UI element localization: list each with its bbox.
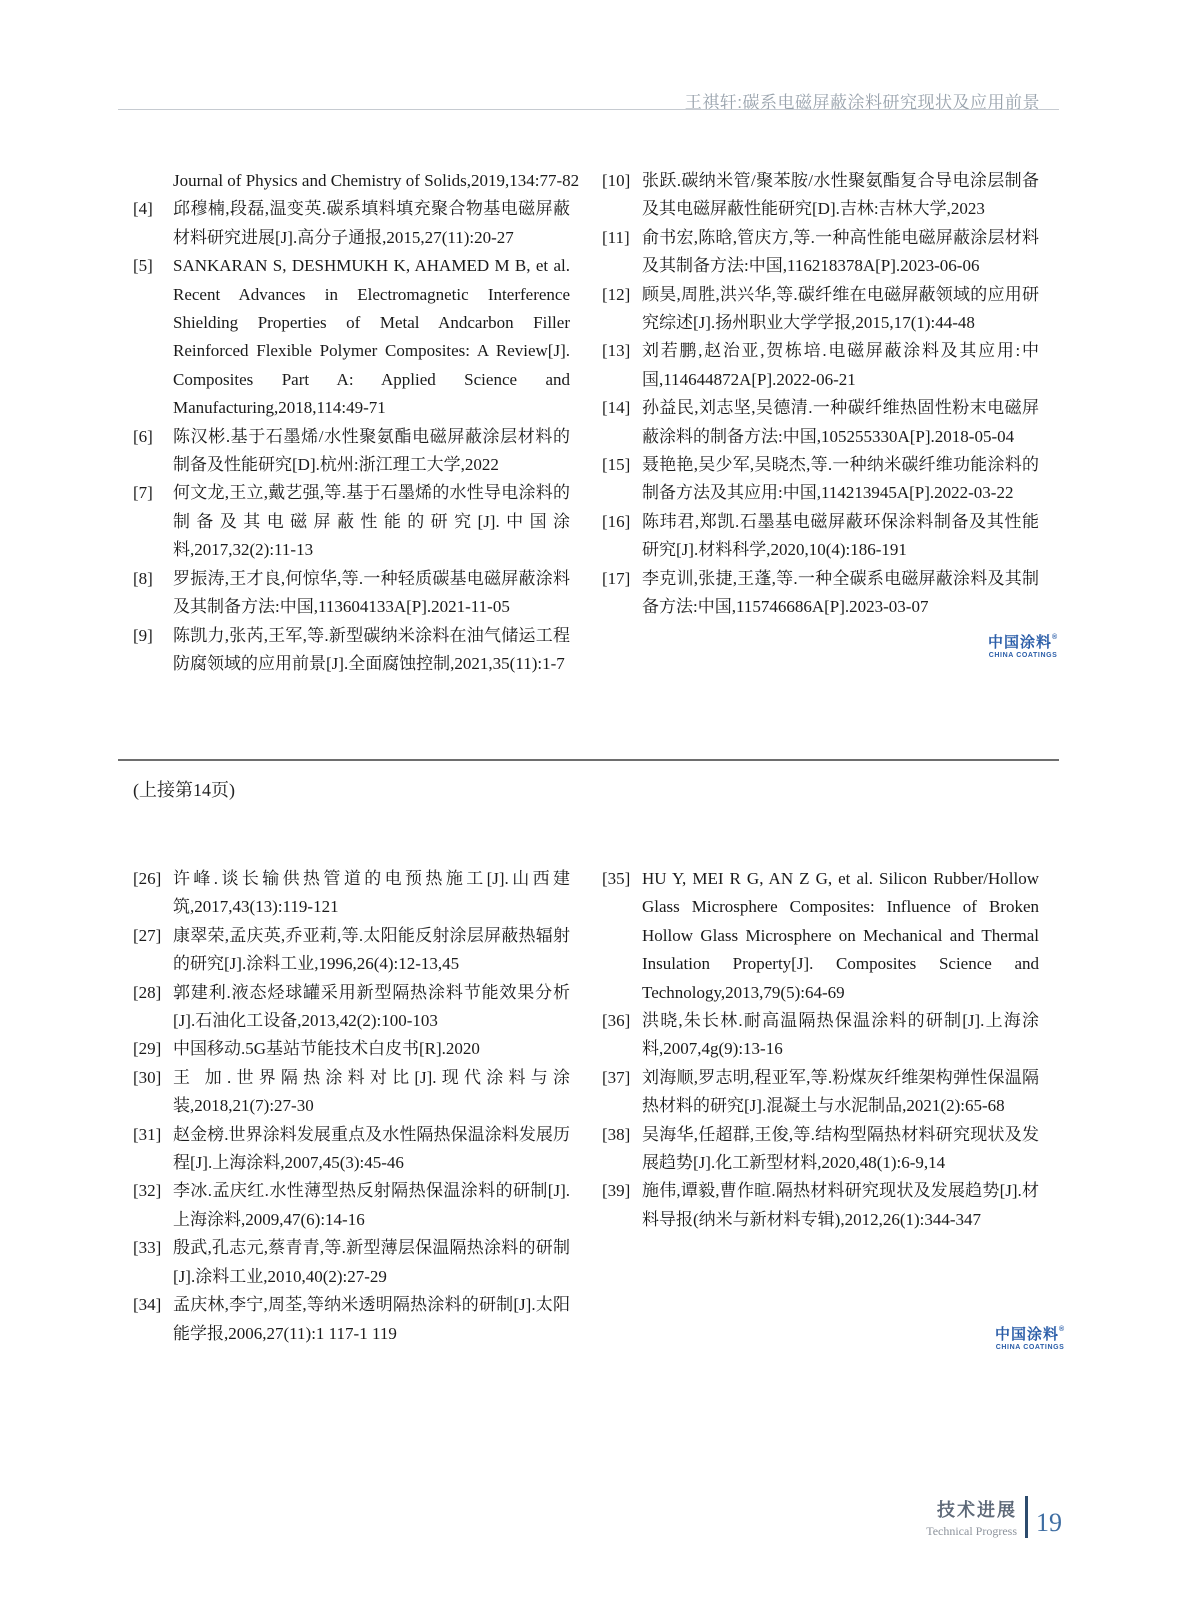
reference-item (133, 1177, 570, 1234)
reference-text: HU Y, MEI R G, AN Z G, et al. Silicon Rubber/Hollow Glass Microsphere Composites: Influence of Broken Hollow Glass Microsphere on Mechanical and Thermal Insulation Property[J]. Composites Science and Technology,2013,79(5):64-69 (642, 869, 1039, 1002)
logo-cn-text: 中国涂料® (995, 1326, 1066, 1343)
references-column-left (133, 865, 570, 1348)
reference-item (602, 1177, 1039, 1234)
reference-number: [37] (602, 1067, 631, 1087)
reference-item (133, 423, 570, 480)
references-section-top (133, 167, 1039, 678)
reference-number: [17] (602, 568, 631, 588)
reference-number: [14] (602, 398, 631, 418)
reference-text: 李冰.孟庆红.水性薄型热反射隔热保温涂料的研制[J].上海涂料,2009,47(6):14-16 (173, 1181, 570, 1229)
reference-number: [32] (133, 1181, 162, 1201)
reference-item (133, 479, 570, 564)
china-coatings-logo (995, 1326, 1065, 1352)
reference-item (133, 922, 570, 979)
reference-number: [34] (133, 1295, 162, 1315)
reference-number: [15] (602, 455, 631, 475)
footer-section-title-en: Technical Progress (926, 1524, 1017, 1538)
reference-number: [8] (133, 568, 153, 588)
reference-number: [29] (133, 1039, 162, 1059)
reference-text: 郭建利.液态烃球罐采用新型隔热涂料节能效果分析[J].石油化工设备,2013,42(2):100-103 (173, 982, 570, 1031)
reference-item (602, 865, 1039, 1007)
logo-en-text: CHINA COATINGS (988, 652, 1058, 660)
references-column-right (602, 865, 1039, 1348)
reference-text: 李克训,张捷,王蓬,等.一种全碳系电磁屏蔽涂料及其制备方法:中国,115746686A[P].2023-03-07 (642, 568, 1039, 617)
reference-number: [16] (602, 511, 631, 531)
reference-text: 俞书宏,陈晗,管庆方,等.一种高性能电磁屏蔽涂层材料及其制备方法:中国,116218378A[P].2023-06-06 (642, 227, 1039, 276)
reference-number: [30] (133, 1067, 162, 1087)
reference-text: 陈凯力,张芮,王军,等.新型碳纳米涂料在油气储运工程防腐领域的应用前景[J].全面腐蚀控制,2021,35(11):1-7 (173, 625, 570, 673)
header-rule (118, 109, 1059, 110)
reference-number: [38] (602, 1124, 631, 1144)
reference-number: [39] (602, 1181, 631, 1201)
reference-number: [35] (602, 869, 631, 888)
reference-number: [28] (133, 982, 162, 1002)
page-footer (926, 1496, 1062, 1539)
reference-item (133, 195, 570, 252)
reference-text: 孟庆林,李宁,周荃,等纳米透明隔热涂料的研制[J].太阳能学报,2006,27(11):1 117-1 119 (173, 1295, 570, 1343)
reference-text: 顾昊,周胜,洪兴华,等.碳纤维在电磁屏蔽领域的应用研究综述[J].扬州职业大学学报,2015,17(1):44-48 (642, 284, 1039, 333)
reference-text: 孙益民,刘志坚,吴德清.一种碳纤维热固性粉末电磁屏蔽涂料的制备方法:中国,105255330A[P].2018-05-04 (642, 398, 1039, 446)
reference-item (133, 1234, 570, 1291)
reference-text: 中国移动.5G基站节能技术白皮书[R].2020 (173, 1039, 480, 1059)
logo-en-text: CHINA COATINGS (995, 1344, 1065, 1352)
reference-number: [10] (602, 171, 631, 190)
registered-mark: ® (1059, 1326, 1066, 1333)
reference-item (602, 508, 1039, 565)
section-divider (118, 759, 1059, 761)
reference-text: 施伟,谭毅,曹作暄.隔热材料研究现状及发展趋势[J].材料导报(纳米与新材料专辑),2012,26(1):344-347 (642, 1181, 1039, 1229)
reference-item (133, 622, 570, 679)
reference-text: 洪晓,朱长林.耐高温隔热保温涂料的研制[J].上海涂料,2007,4g(9):13-16 (642, 1011, 1039, 1059)
footer-divider-bar (1025, 1496, 1028, 1538)
reference-text: 吴海华,任超群,王俊,等.结构型隔热材料研究现状及发展趋势[J].化工新型材料,2020,48(1):6-9,14 (642, 1124, 1039, 1173)
reference-number: [26] (133, 869, 162, 888)
reference-item (602, 565, 1039, 622)
reference-text: 陈汉彬.基于石墨烯/水性聚氨酯电磁屏蔽涂层材料的制备及性能研究[D].杭州:浙江理工大学,2022 (173, 426, 570, 475)
reference-item (602, 337, 1039, 394)
reference-number: [11] (602, 227, 630, 247)
reference-item (133, 1064, 570, 1121)
reference-number: [7] (133, 483, 153, 503)
reference-text: 邱穆楠,段磊,温变英.碳系填料填充聚合物基电磁屏蔽材料研究进展[J].高分子通报,2015,27(11):20-27 (173, 199, 570, 247)
logo-cn-text: 中国涂料® (988, 634, 1059, 651)
reference-number: [9] (133, 625, 153, 645)
reference-number: [13] (602, 341, 631, 361)
reference-number: [31] (133, 1124, 162, 1144)
reference-item (133, 865, 570, 922)
reference-item (133, 167, 580, 195)
registered-mark: ® (1052, 634, 1059, 641)
reference-text: 陈玮君,郑凯.石墨基电磁屏蔽环保涂料制备及其性能研究[J].材料科学,2020,10(4):186-191 (642, 511, 1039, 560)
reference-number: [4] (133, 199, 153, 219)
reference-text: 王 加.世界隔热涂料对比[J].现代涂料与涂装,2018,21(7):27-30 (173, 1067, 570, 1116)
reference-text: Journal of Physics and Chemistry of Solids,2019,134:77-82 (173, 171, 580, 190)
reference-item (133, 1291, 570, 1348)
reference-text: 殷武,孔志元,蔡青青,等.新型薄层保温隔热涂料的研制[J].涂料工业,2010,40(2):27-29 (173, 1238, 570, 1286)
reference-item (602, 1121, 1039, 1178)
reference-text: 何文龙,王立,戴艺强,等.基于石墨烯的水性导电涂料的制备及其电磁屏蔽性能的研究[J].中国涂料,2017,32(2):11-13 (173, 483, 570, 560)
reference-number: [12] (602, 284, 631, 304)
reference-text: SANKARAN S, DESHMUKH K, AHAMED M B, et al. Recent Advances in Electromagnetic Interference Shielding Properties of Metal Andcarbon Filler Reinforced Flexible Polymer Composites: A Review[J]. Composites Part A: Applied Science and Manufacturing,2018,114:49-71 (173, 256, 570, 418)
reference-item (133, 565, 570, 622)
reference-number: [6] (133, 426, 153, 446)
reference-text: 张跃.碳纳米管/聚苯胺/水性聚氨酯复合导电涂层制备及其电磁屏蔽性能研究[D].吉林:吉林大学,2023 (642, 171, 1039, 219)
reference-number: [33] (133, 1238, 162, 1258)
running-header-title: 王祺轩:碳系电磁屏蔽涂料研究现状及应用前景 (684, 93, 1040, 112)
reference-text: 许峰.谈长输供热管道的电预热施工[J].山西建筑,2017,43(13):119-121 (173, 869, 570, 917)
references-column-right (602, 167, 1039, 678)
page-number: 19 (1036, 1508, 1062, 1537)
reference-item (602, 224, 1039, 281)
reference-item (602, 1064, 1039, 1121)
reference-item (133, 979, 570, 1036)
reference-item (133, 1035, 570, 1063)
reference-text: 刘若鹏,赵治亚,贺栋培.电磁屏蔽涂料及其应用:中国,114644872A[P].2022-06-21 (642, 341, 1039, 389)
references-column-left (133, 167, 580, 678)
reference-item (602, 394, 1039, 451)
reference-item (133, 252, 570, 422)
reference-text: 刘海顺,罗志明,程亚军,等.粉煤灰纤维架构弹性保温隔热材料的研究[J].混凝土与水泥制品,2021(2):65-68 (642, 1067, 1039, 1116)
reference-text: 赵金榜.世界涂料发展重点及水性隔热保温涂料发展历程[J].上海涂料,2007,45(3):45-46 (173, 1124, 570, 1173)
reference-item (602, 167, 1039, 224)
reference-text: 聂艳艳,吴少军,吴晓杰,等.一种纳米碳纤维功能涂料的制备方法及其应用:中国,114213945A[P].2022-03-22 (642, 455, 1039, 503)
reference-number: [27] (133, 925, 162, 945)
footer-section-title-cn: 技术进展 (937, 1500, 1017, 1520)
reference-number: [5] (133, 256, 153, 276)
continuation-note: (上接第14页) (133, 780, 235, 800)
reference-item (602, 1007, 1039, 1064)
reference-number: [36] (602, 1011, 631, 1031)
reference-item (602, 451, 1039, 508)
china-coatings-logo (988, 634, 1058, 660)
reference-text: 罗振涛,王才良,何惊华,等.一种轻质碳基电磁屏蔽涂料及其制备方法:中国,113604133A[P].2021-11-05 (173, 568, 570, 617)
reference-item (602, 281, 1039, 338)
reference-item (133, 1121, 570, 1178)
references-section-bottom (133, 865, 1039, 1348)
footer-section-titles (926, 1496, 1017, 1539)
reference-text: 康翠荣,孟庆英,乔亚莉,等.太阳能反射涂层屏蔽热辐射的研究[J].涂料工业,1996,26(4):12-13,45 (173, 925, 570, 974)
